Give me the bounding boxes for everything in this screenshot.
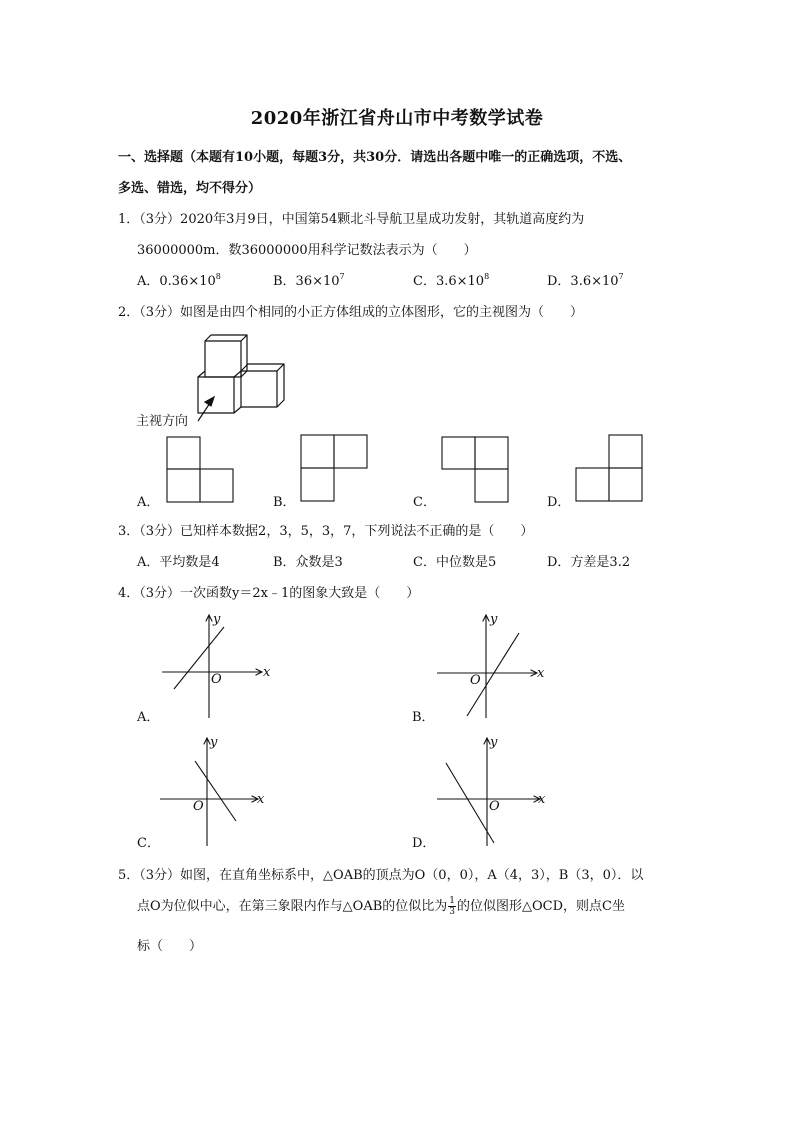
fraction-numerator: 1 xyxy=(449,896,455,906)
y-axis-label: y xyxy=(210,735,218,750)
question-5-line2 xyxy=(137,895,625,917)
question-4-option-c-label[interactable]: C． xyxy=(137,836,160,851)
origin-label: O xyxy=(489,799,500,814)
page-title: 2020年浙江省舟山市中考数学试卷 xyxy=(250,108,544,129)
question-4-text: 4．（3分）一次函数y＝2x﹣1的图象大致是（ ） xyxy=(118,586,420,601)
origin-label: O xyxy=(211,672,222,687)
question-2-option-d-label[interactable]: D． xyxy=(547,495,571,510)
option-exponent: 7 xyxy=(618,272,624,281)
question-1-line1: 1．（3分）2020年3月9日，中国第54颗北斗导航卫星成功发射，其轨道高度约为 xyxy=(118,212,585,227)
question-3-option-a[interactable]: A．平均数是4 xyxy=(137,555,220,570)
option-exponent: 8 xyxy=(484,272,490,281)
x-axis-label: x xyxy=(263,665,271,680)
section-heading-line1: 一、选择题（本题有10小题，每题3分，共30分．请选出各题中唯一的正确选项，不选、 xyxy=(118,150,632,165)
x-axis-label: x xyxy=(538,792,546,807)
question-1-line2: 36000000m．数36000000用科学记数法表示为（ ） xyxy=(137,243,477,258)
question-5-line3: 标（ ） xyxy=(137,939,203,954)
y-axis-label: y xyxy=(490,612,498,627)
question-4-option-b-label[interactable]: B． xyxy=(412,710,435,725)
question-3-option-c[interactable]: C．中位数是5 xyxy=(413,555,497,570)
option-text: C．3.6×10 xyxy=(413,274,485,289)
question-5-line1: 5．（3分）如图，在直角坐标系中，△OAB的顶点为O（0，0），A（4，3），B（3，0）．以 xyxy=(118,868,644,883)
section-heading-line2: 多选、错选，均不得分） xyxy=(118,181,262,196)
question-3-option-d[interactable]: D．方差是3.2 xyxy=(547,555,631,570)
question-2-text: 2．（3分）如图是由四个相同的小正方体组成的立体图形，它的主视图为（ ） xyxy=(118,305,584,320)
option-text: B．36×10 xyxy=(273,274,340,289)
origin-label: O xyxy=(470,673,481,688)
graph-d xyxy=(437,738,540,846)
y-axis-label: y xyxy=(490,735,498,750)
graph-c xyxy=(160,738,258,846)
question-2-option-b-label[interactable]: B． xyxy=(273,495,296,510)
question-5-text-a: 点O为位似中心，在第三象限内作与△OAB的位似比为 xyxy=(137,899,448,914)
fraction-denominator: 3 xyxy=(449,907,455,917)
option-text: D．3.6×10 xyxy=(547,274,619,289)
graph-b xyxy=(437,615,537,718)
view-direction-label: 主视方向 xyxy=(136,414,189,429)
question-4-option-a-label[interactable]: A． xyxy=(137,710,160,725)
x-axis-label: x xyxy=(257,792,265,807)
question-3-option-b[interactable]: B．众数是3 xyxy=(273,555,343,570)
option-exponent: 8 xyxy=(215,272,221,281)
question-3-text: 3．（3分）已知样本数据2，3，5，3，7，下列说法不正确的是（ ） xyxy=(118,524,534,539)
question-5-text-b: 的位似图形△OCD，则点C坐 xyxy=(457,899,625,914)
question-2-option-a-label[interactable]: A． xyxy=(137,495,160,510)
graph-a xyxy=(162,615,262,718)
x-axis-label: x xyxy=(537,666,545,681)
origin-label: O xyxy=(193,799,204,814)
question-4-option-d-label[interactable]: D． xyxy=(412,836,436,851)
option-text: A．0.36×10 xyxy=(137,274,216,289)
option-exponent: 7 xyxy=(339,272,345,281)
ratio-fraction xyxy=(448,896,456,917)
question-2-option-c-label[interactable]: C． xyxy=(413,495,436,510)
y-axis-label: y xyxy=(213,612,221,627)
